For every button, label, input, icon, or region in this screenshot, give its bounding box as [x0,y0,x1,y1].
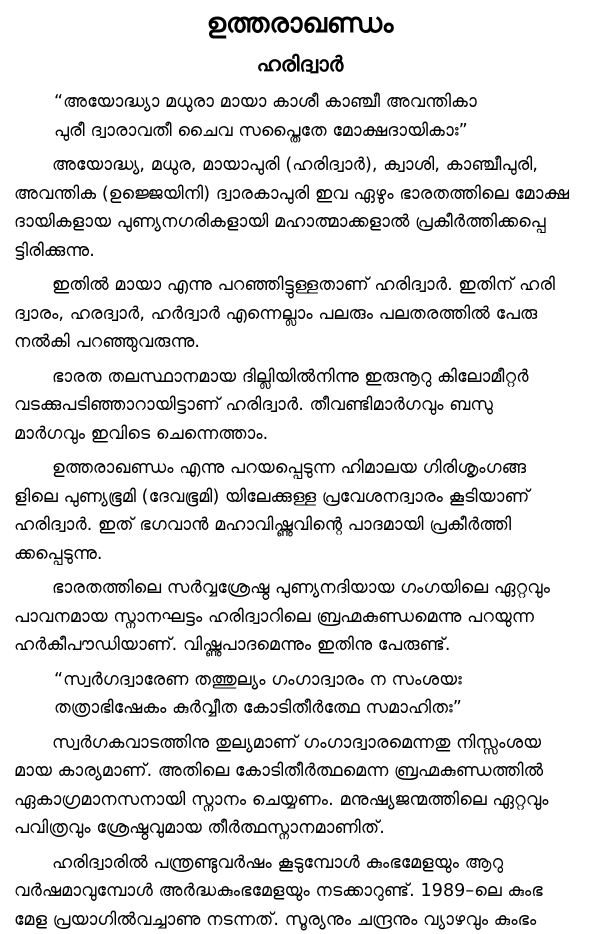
paragraph-line: ഹരിദ്വാരിൽ പന്ത്രണ്ടുവർഷം കൂടുമ്പോൾ കുംഭമേളയും ആറു [14,849,586,878]
paragraph-line: ഇതിൽ മായാ എന്നു പറഞ്ഞിട്ടുള്ളതാണ് ഹരിദ്വാർ. ഇതിന് ഹരി [14,271,586,300]
paragraph-line: വർഷമാവുമ്പോൾ അർദ്ധകുംഭമേളയും നടക്കാറുണ്ട്. 1989–ലെ കുംഭ [14,877,586,906]
paragraph-line: മേള പ്രയാഗിൽവച്ചാണു നടന്നത്. സൂര്യനും ചന്ദ്രനും വ്യാഴവും കുംഭം [14,906,586,934]
verse-block [14,666,586,723]
paragraph-line: സ്വർഗകവാടത്തിനു തുല്യമാണ് ഗംഗാദ്വാരമെന്നതു നിസ്സംശയ [14,729,586,758]
paragraph-line: നൽകി പറഞ്ഞുവരുന്നു. [14,328,586,357]
paragraph-line: ട്ടിരിക്കുന്നു. [14,237,586,266]
paragraph-line: ഉത്തരാഖണ്ഡം എന്നു പറയപ്പെടുന്ന ഹിമാലയ ഗിരിശൃംഗങ്ങ [14,454,586,483]
paragraph-line: ദ്വാരം, ഹരദ്വാർ, ഹർദ്വാർ എന്നെല്ലാം പലരും പലതരത്തിൽ പേരു [14,300,586,329]
paragraph-line: മായ കാര്യമാണ്. അതിലെ കോടിതീർത്ഥമെന്ന ബ്രഹ്മകുണ്ഡത്തിൽ [14,757,586,786]
section-title: ഹരിദ്വാർ [0,50,600,78]
page-body [14,88,586,934]
paragraph-line: അയോദ്ധ്യ, മധുര, മായാപുരി (ഹരിദ്വാർ), ക്വാശി, കാഞ്ചീപുരി, [14,151,586,180]
paragraph-line: അവന്തിക (ഉജ്ജെയിനി) ദ്വാരകാപുരി ഇവ ഏഴും ഭാരതത്തിലെ മോക്ഷ [14,180,586,209]
paragraph [14,574,586,660]
verse-line: പുരീ ദ്വാരാവതീ ചൈവ സപ്തൈതേ മോക്ഷദായികാഃ” [14,117,586,146]
paragraph-line: ഭാരതത്തിലെ സർവ്വശ്രേഷ്ഠ പുണ്യനദിയായ ഗംഗയിലെ ഏറ്റവും [14,574,586,603]
paragraph [14,729,586,843]
paragraph-line: ഭാരത തലസ്ഥാനമായ ദില്ലിയിൽനിന്നു ഇരുനൂറു കിലോമീറ്റർ [14,363,586,392]
paragraph [14,151,586,265]
verse-block [14,88,586,145]
verse-line: തത്രാഭിഷേകം കുർവ്വീത കോടിതീർത്ഥേ സമാഹിതഃ” [14,694,586,723]
paragraph-line: വടക്കുപടിഞ്ഞാറായിട്ടാണ് ഹരിദ്വാർ. തീവണ്ടിമാർഗവും ബസു [14,391,586,420]
paragraph [14,454,586,568]
paragraph-line: മാർഗവും ഇവിടെ ചെന്നെത്താം. [14,420,586,449]
paragraph-line: ളിലെ പുണ്യഭൂമി (ദേവഭൂമി) യിലേക്കുള്ള പ്രവേശനദ്വാരം കൂടിയാണ് [14,483,586,512]
verse-line: “സ്വർഗദ്വാരേണ തത്തുല്യം ഗംഗാദ്വാരം ന സംശയഃ [14,666,586,695]
paragraph-line: ഏകാഗ്രമാനസനായി സ്നാനം ചെയ്യണം. മനുഷ്യജന്മത്തിലെ ഏറ്റവും [14,786,586,815]
chapter-title: ഉത്തരാഖണ്ഡം [0,6,600,42]
paragraph-line: ക്കപ്പെടുന്നു. [14,540,586,569]
paragraph [14,363,586,449]
paragraph [14,271,586,357]
paragraph-line: പാവനമായ സ്നാനഘട്ടം ഹരിദ്വാറിലെ ബ്രഹ്മകുണ്ഡമെന്നു പറയുന്ന [14,603,586,632]
paragraph-line: ഹരിദ്വാർ. ഇത് ഭഗവാൻ മഹാവിഷ്ണുവിന്റെ പാദമായി പ്രകീർത്തി [14,511,586,540]
paragraph-line: ഹർകീപൗഡിയാണ്. വിഷ്ണുപാദമെന്നും ഇതിനു പേരുണ്ട്. [14,631,586,660]
paragraph-line: പവിത്രവും ശ്രേഷ്ഠവുമായ തീർത്ഥസ്നാനമാണിത്. [14,814,586,843]
paragraph-line: ദായികളായ പുണ്യനഗരികളായി മഹാത്മാക്കളാൽ പ്രകീർത്തിക്കപ്പെ [14,208,586,237]
paragraph [14,849,586,934]
verse-line: “അയോദ്ധ്യാ മധുരാ മായാ കാശീ കാഞ്ചീ അവന്തികാ [14,88,586,117]
